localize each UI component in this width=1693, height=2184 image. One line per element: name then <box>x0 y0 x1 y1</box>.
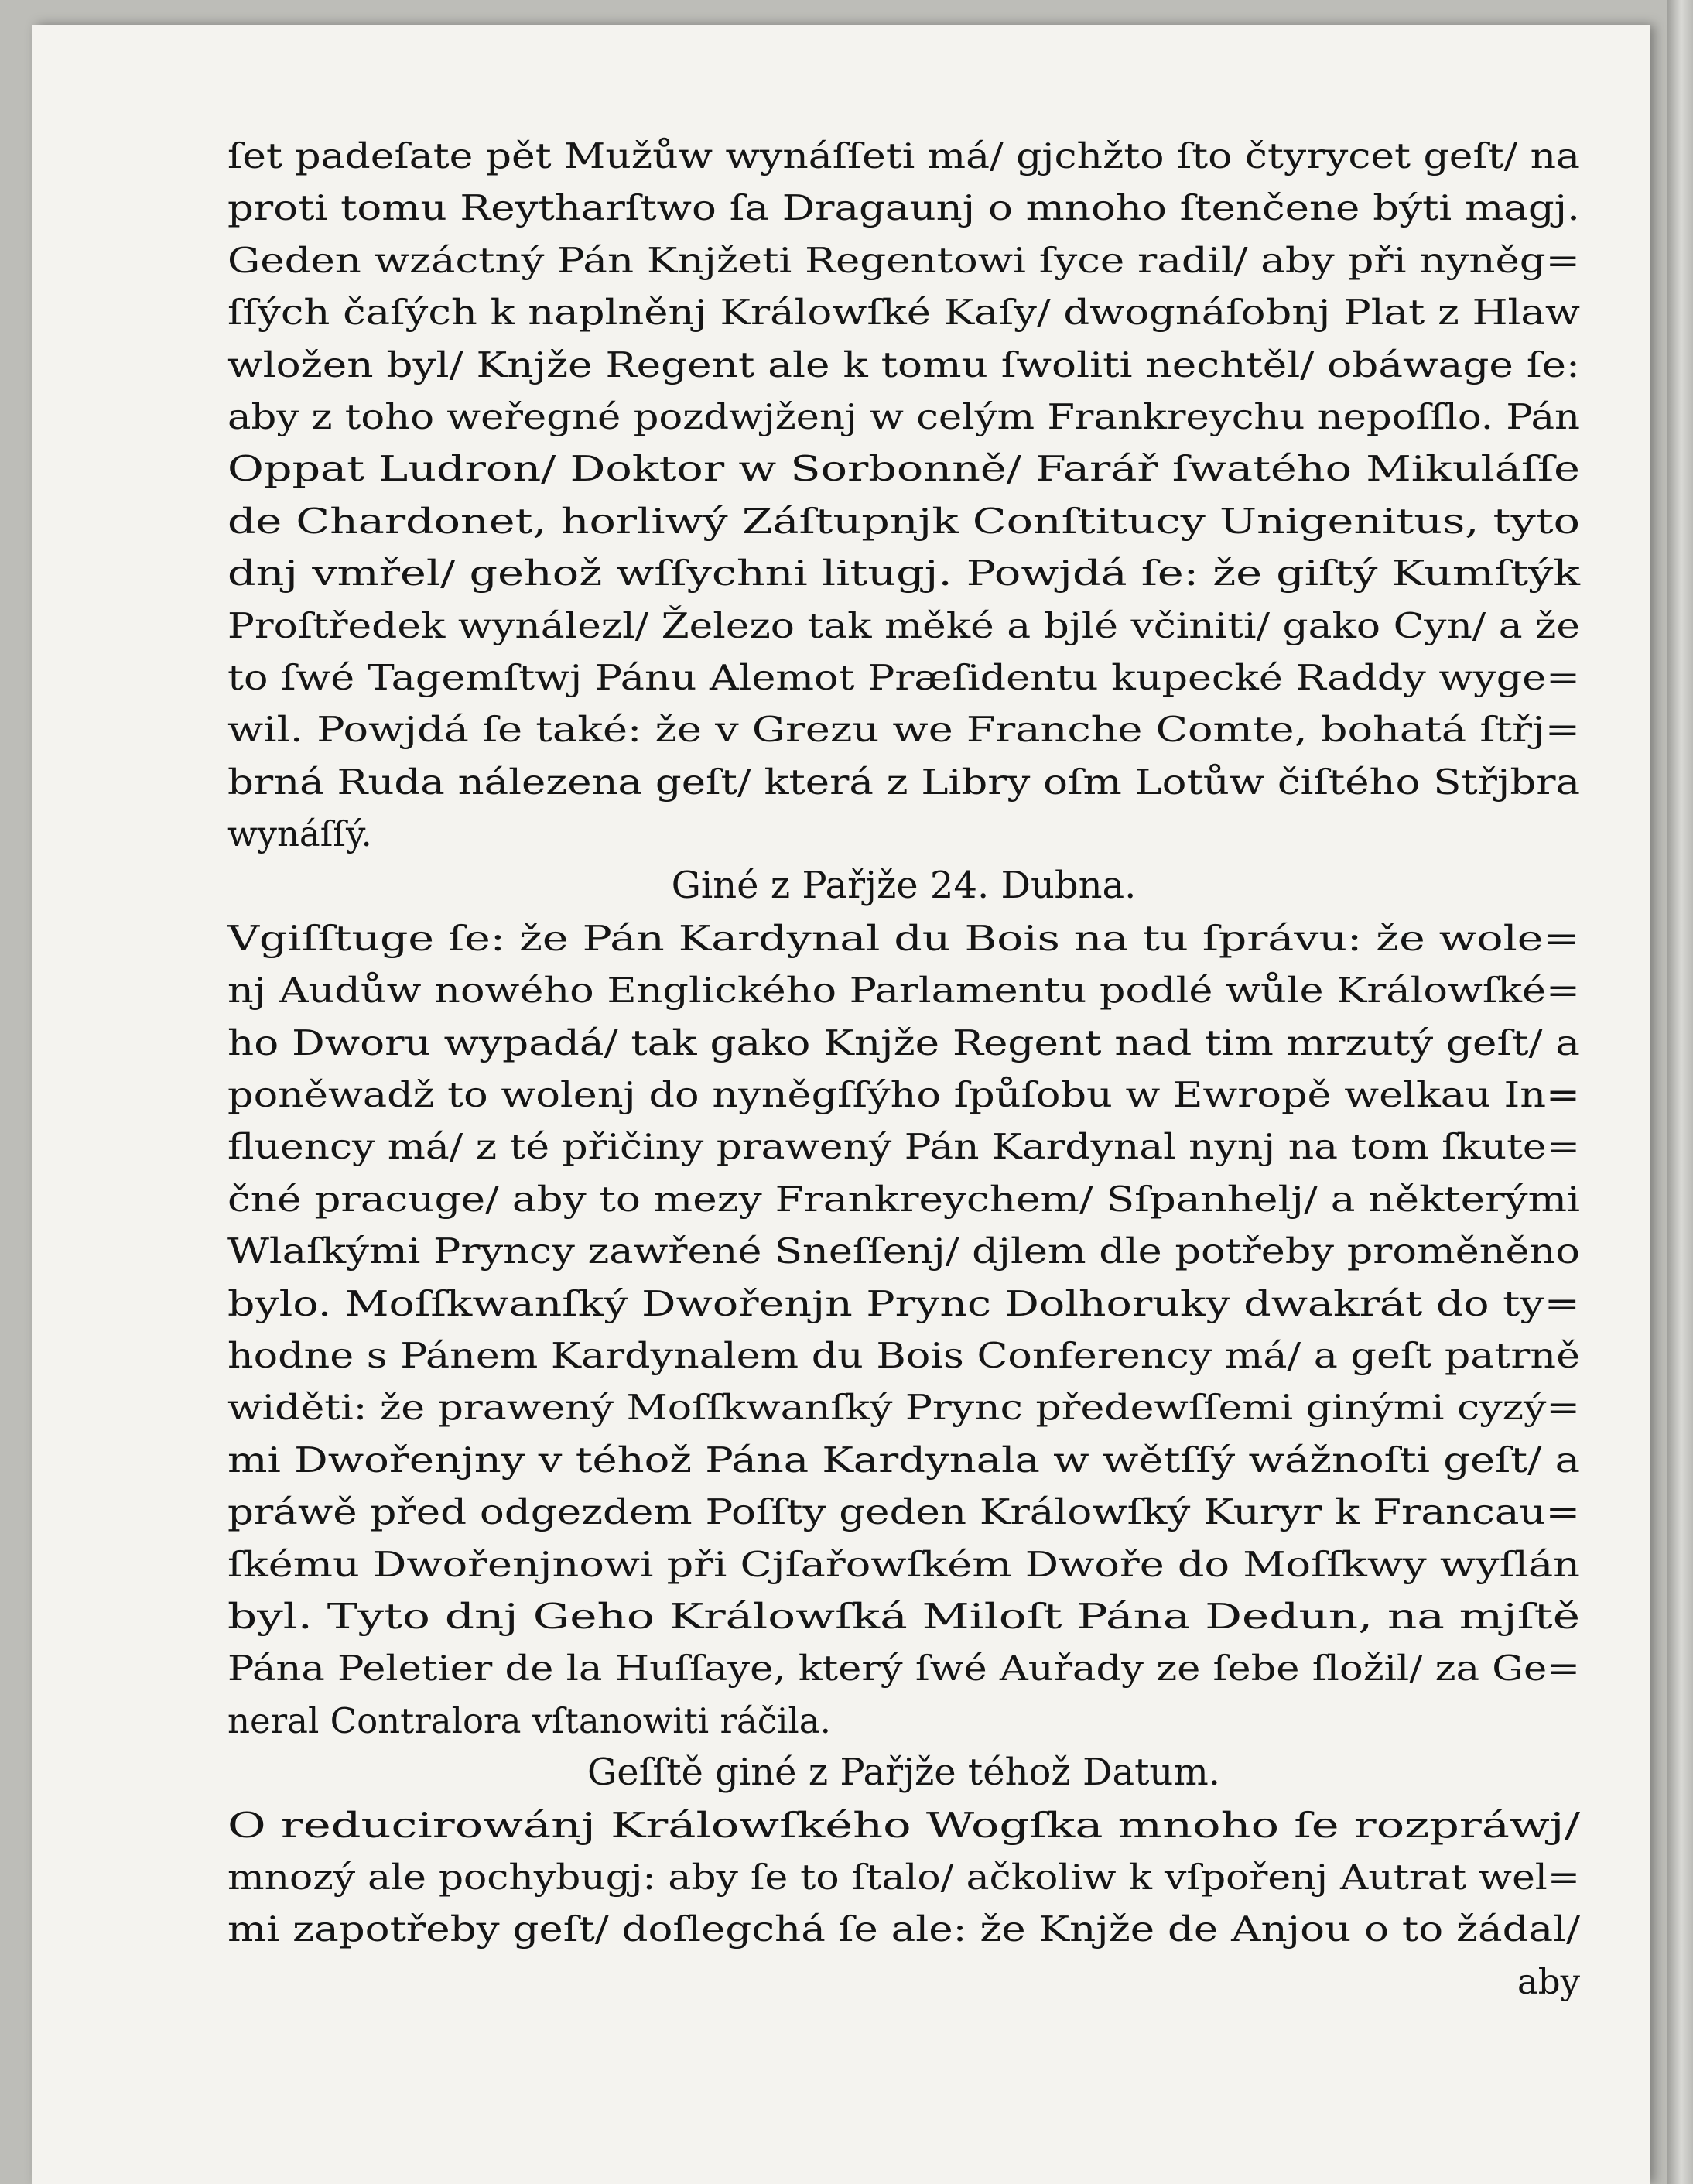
text-line <box>227 600 1580 652</box>
line-text: mi zapotřeby geſt/ doſlegchá ſe ale: že Knjže de Anjou o to žádal/ <box>227 1908 1580 1950</box>
text-line <box>227 286 1580 338</box>
line-text: fluency má/ z té přičiny prawený Pán Kardynal nynj na tom ſkute= <box>227 1126 1580 1168</box>
text-line <box>227 652 1580 703</box>
line-text: práwě před odgezdem Poſſty geden Králowſký Kuryr k Francau= <box>227 1491 1580 1533</box>
line-text: nj Audůw nowého Englického Parlamentu podlé wůle Králowſké= <box>227 970 1580 1012</box>
text-line <box>227 964 1580 1016</box>
line-text: ſet padeſate pět Mužůw wynáſſeti má/ gjchžto ſto čtyrycet geſt/ na <box>227 135 1580 176</box>
heading-text: Geſſtě giné z Pařjže téhož Datum. <box>587 1751 1221 1795</box>
text-line <box>227 1642 1580 1694</box>
line-text: to ſwé Tagemſtwj Pánu Alemot Præſidentu kupecké Raddy wyge= <box>227 656 1580 698</box>
text-line <box>227 1330 1580 1381</box>
text-line <box>227 1121 1580 1172</box>
catchword-text: aby <box>1517 1960 1580 2002</box>
text-line <box>227 1225 1580 1277</box>
line-text: aby z toho weřegné pozdwjženj w celým Frankreychu nepoſſlo. Pán <box>227 395 1580 437</box>
text-line <box>227 339 1580 391</box>
line-text: wložen byl/ Knjže Regent ale k tomu ſwoliti nechtěl/ obáwage ſe: <box>227 344 1581 385</box>
line-text: dnj vmřel/ gehož wſſychni litugj. Powjdá ſe: že giſtý Kumſtýk <box>227 553 1580 594</box>
line-text: mnozý ale pochybugj: aby ſe to ſtalo/ ačkoliw k vſpořenj Autrat wel= <box>227 1856 1580 1898</box>
text-line <box>227 1069 1580 1121</box>
text-line <box>227 1173 1580 1225</box>
line-text: mi Dwořenjny v téhož Pána Kardynala w wětſſý wážnoſti geſt/ a <box>227 1439 1580 1481</box>
line-text: wil. Powjdá ſe také: že v Grezu we Franche Comte, bohatá ſtřj= <box>227 709 1580 751</box>
text-line <box>227 547 1580 599</box>
line-text: Wlaſkými Pryncy zawřené Sneſſenj/ djlem dle potřeby proměněno <box>227 1231 1580 1272</box>
catchword <box>227 1956 1580 2008</box>
line-text: poněwadž to wolenj do nyněgſſýho ſpůſobu w Ewropě welkau In= <box>227 1074 1580 1116</box>
line-text: bylo. Moſſkwanſký Dwořenjn Prync Dolhoruky dwakrát do ty= <box>227 1282 1580 1324</box>
section-heading <box>227 860 1580 912</box>
line-text: hodne s Pánem Kardynalem du Bois Conferency má/ a geſt patrně <box>227 1334 1580 1376</box>
text-line <box>227 703 1580 755</box>
line-text: Pána Peletier de la Huſſaye, který ſwé Auřady ze ſebe ſložil/ za Ge= <box>227 1648 1580 1689</box>
text-line <box>227 443 1580 495</box>
text-line <box>227 1539 1580 1590</box>
line-text: neral Contralora vſtanowiti ráčila. <box>227 1700 831 1741</box>
page-edge <box>1667 0 1693 2184</box>
line-text: wynáſſý. <box>227 813 372 855</box>
heading-text: Giné z Pařjže 24. Dubna. <box>671 864 1137 908</box>
text-line <box>227 1903 1580 1955</box>
section-heading <box>227 1747 1580 1799</box>
line-text: O reducirowánj Králowſkého Wogſka mnoho ſe rozpráwj/ <box>227 1804 1580 1846</box>
text-line <box>227 1278 1580 1330</box>
line-text: Proſtředek wynálezl/ Železo tak měké a bjlé včiniti/ gako Cyn/ a že <box>227 604 1580 646</box>
text-line <box>227 234 1580 286</box>
text-line <box>227 391 1580 443</box>
line-text: ſſých čaſých k naplněnj Králowſké Kaſy/ dwognáſobnj Plat z Hlaw <box>227 292 1580 334</box>
text-line <box>227 1851 1580 1903</box>
text-line <box>227 182 1580 234</box>
text-line <box>227 1695 1580 1747</box>
text-line <box>227 495 1580 547</box>
line-text: čné pracuge/ aby to mezy Frankreychem/ Sſpanhelj/ a některými <box>227 1178 1580 1220</box>
text-line <box>227 1381 1580 1433</box>
text-line <box>227 1590 1580 1642</box>
text-line <box>227 1017 1580 1069</box>
text-line <box>227 756 1580 808</box>
text-line <box>227 808 1580 860</box>
line-text: Geden wzáctný Pán Knjžeti Regentowi ſyce radil/ aby při nyněg= <box>227 239 1580 281</box>
line-text: widěti: že prawený Moſſkwanſký Prync předewſſemi ginými cyzý= <box>227 1387 1580 1429</box>
line-text: de Chardonet, horliwý Záſtupnjk Conſtitucy Unigenitus, tyto <box>227 500 1580 542</box>
text-line <box>227 1486 1580 1538</box>
text-line <box>227 1434 1580 1486</box>
line-text: proti tomu Reytharſtwo ſa Dragaunj o mnoho ſtenčene býti magj. <box>227 187 1581 229</box>
line-text: byl. Tyto dnj Geho Králowſká Miloſt Pána Dedun, na mjſtě <box>227 1595 1580 1637</box>
line-text: ſkému Dwořenjnowi při Cjſařowſkém Dwoře do Moſſkwy wyſlán <box>227 1543 1580 1585</box>
line-text: Oppat Ludron/ Doktor w Sorbonně/ Farář ſwatého Mikuláſſe <box>227 448 1581 490</box>
text-line <box>227 912 1580 964</box>
text-line <box>227 1799 1580 1851</box>
line-text: brná Ruda nálezena geſt/ která z Libry oſm Lotůw čiſtého Střjbra <box>227 761 1580 803</box>
text-line <box>227 130 1580 182</box>
line-text: Vgiſſtuge ſe: že Pán Kardynal du Bois na tu ſprávu: že wole= <box>227 917 1580 959</box>
page-text <box>227 130 1580 2008</box>
line-text: ho Dworu wypadá/ tak gako Knjže Regent nad tim mrzutý geſt/ a <box>227 1022 1580 1063</box>
